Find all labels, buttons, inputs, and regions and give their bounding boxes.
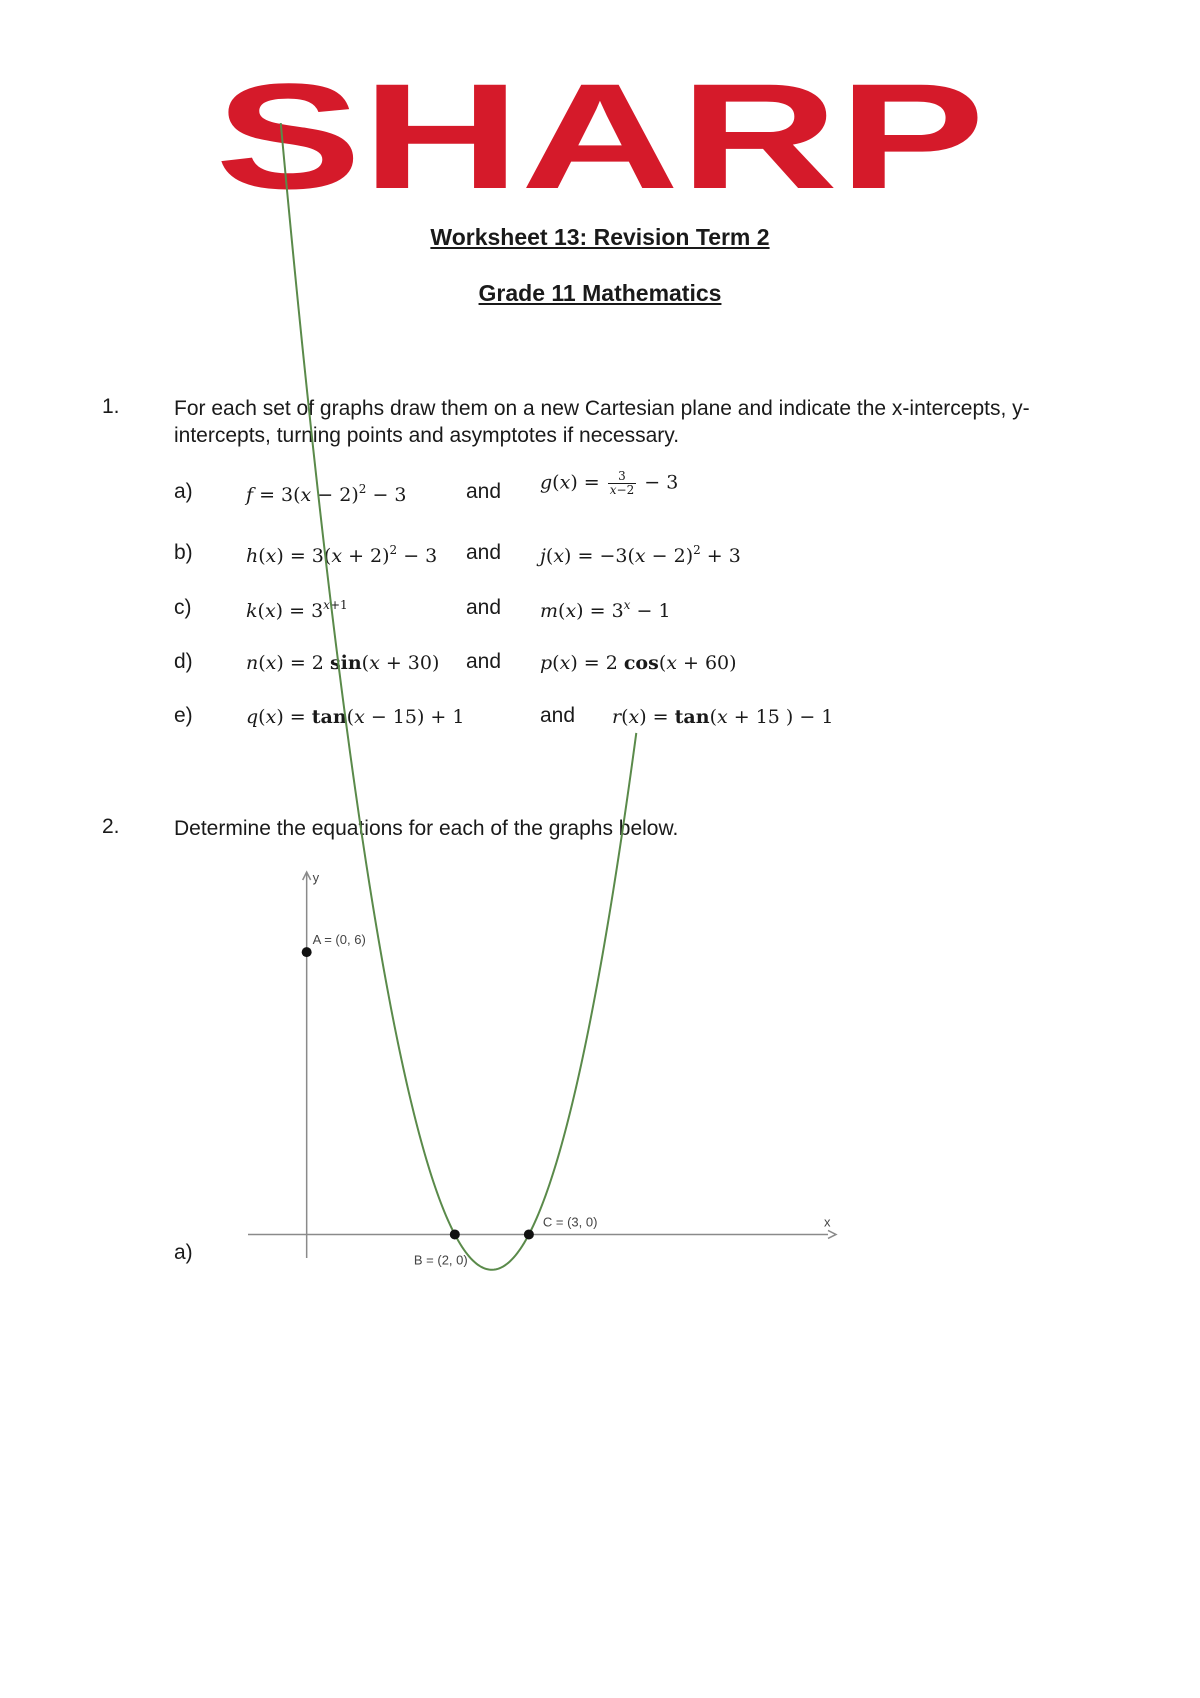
equation-f: $f = 3(x - 2)^2 - 3$ xyxy=(246,482,407,506)
and-label: and xyxy=(466,541,502,564)
part-b-label: b) xyxy=(174,541,193,564)
part-d-label: d) xyxy=(174,650,193,673)
equation-q: q(x) = tan(x − 15) + 1 xyxy=(246,706,465,728)
x-axis-arrow xyxy=(828,1230,836,1238)
equation-j: $j(x) = -3(x - 2)^2 + 3$ xyxy=(540,543,741,567)
part-a-label: a) xyxy=(174,480,193,503)
equation-r: r(x) = tan(x + 15 ) − 1 xyxy=(612,706,834,728)
question-2-text: Determine the equations for each of the graphs below. xyxy=(174,817,679,840)
equation-h: $h(x) = 3(x + 2)^2 - 3$ xyxy=(246,543,438,567)
worksheet-subtitle: Grade 11 Mathematics xyxy=(478,280,722,306)
logo-text: SHARP xyxy=(215,52,985,220)
part-c-label: c) xyxy=(174,596,192,619)
equation-k: $k(x) = 3^{x+1}$ xyxy=(246,598,348,622)
and-label: and xyxy=(466,650,502,673)
sharp-logo xyxy=(210,52,990,220)
worksheet-title: Worksheet 13: Revision Term 2 xyxy=(430,224,770,250)
equation-p: p(x) = 2 cos(x + 60) xyxy=(540,652,737,674)
point-c xyxy=(524,1229,534,1239)
and-label: and xyxy=(466,480,502,503)
question-1-number: 1. xyxy=(102,395,120,418)
point-b xyxy=(450,1229,460,1239)
and-label: and xyxy=(540,704,576,727)
equation-m: $m(x) = 3^x - 1$ xyxy=(540,598,671,622)
and-label: and xyxy=(466,596,502,619)
part-2a-label: a) xyxy=(174,1241,193,1264)
question-2-number: 2. xyxy=(102,815,120,838)
parabola-graph xyxy=(240,858,840,1268)
question-1-text: For each set of graphs draw them on a new Cartesian plane and indicate the x-intercepts, y-intercepts, turning points and asymptotes if necessary. xyxy=(174,397,1030,447)
equation-n: n(x) = 2 sin(x + 30) xyxy=(246,652,440,674)
point-a xyxy=(302,947,312,957)
point-label-b: B = (2, 0) xyxy=(413,1252,468,1268)
part-e-label: e) xyxy=(174,704,193,727)
point-label-c: C = (3, 0) xyxy=(542,1214,598,1230)
y-axis-label: y xyxy=(312,870,320,885)
point-label-a: A = (0, 6) xyxy=(312,932,366,948)
equation-g: g(x) = $\frac{3}{x-2}$ − 3 xyxy=(540,469,679,497)
x-axis-label: x xyxy=(824,1214,831,1230)
